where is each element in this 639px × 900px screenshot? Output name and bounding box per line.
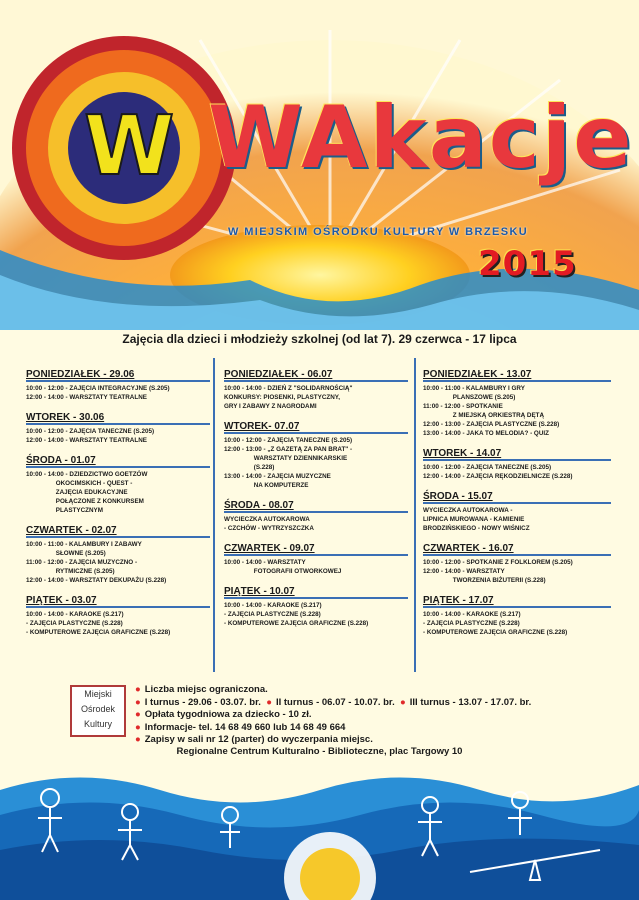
column-divider [213,358,215,672]
sea-illustration [0,760,639,900]
day-heading: CZWARTEK - 09.07 [224,543,315,554]
day-heading: PONIEDZIAŁEK - 13.07 [423,369,532,380]
day-heading: WTOREK - 30.06 [26,412,105,423]
day-block [224,365,408,411]
logo-line: Ośrodek [80,704,115,714]
info-phone: Informacje- tel. 14 68 49 660 lub 14 68 49 664 [144,721,346,733]
day-heading: ŚRODA - 01.07 [26,455,96,466]
day-block [26,365,210,402]
info-block [135,684,615,747]
divider [224,554,408,556]
day-heading: WTOREK - 14.07 [423,448,502,459]
schedule-week-3 [423,365,611,643]
divider [224,597,408,599]
day-block [423,487,611,533]
day-activities: 10:00 - 12:00 - ZAJĘCIA TANECZNE (S.205) 12:00 - 14:00 - ZAJĘCIA RĘKODZIELNICZE (S.228) [423,464,573,480]
day-block [423,365,611,438]
day-activities: WYCIECZKA AUTOKAROWA - CZCHÓW - WYTRZYSZCZKA [224,516,314,532]
bullet-icon: ● [135,709,141,720]
divider [26,536,210,538]
day-activities: 10:00 - 14:00 - KARAOKE (S.217) - ZAJĘCIA PLASTYCZNE (S.228) - KOMPUTEROWE ZAJĘCIA GRAFICZNE (S.228) [26,611,171,636]
divider [224,511,408,513]
schedule-week-2 [224,365,408,634]
day-activities: 10:00 - 14:00 - KARAOKE (S.217) - ZAJĘCIA PLASTYCZNE (S.228) - KOMPUTEROWE ZAJĘCIA GRAFICZNE (S.228) [423,611,568,636]
day-block [224,417,408,490]
day-block [224,539,408,576]
info-fee: Opłata tygodniowa za dziecko - 10 zł. [144,709,312,720]
info-turnus-1: I turnus - 29.06 - 03.07. br. [144,696,261,708]
divider [423,606,611,608]
schedule-week-1 [26,365,210,643]
day-block [26,521,210,585]
day-block [423,444,611,481]
bullet-icon: ● [135,696,141,708]
day-activities: 10:00 - 14:00 - DZIEDZICTWO GOETZÓW OKOCIMSKICH - QUEST - ZAJĘCIA EDUKACYJNE POŁĄCZONE Z KONKURSEM PLASTYCZNYM [26,471,148,514]
day-activities: 10:00 - 14:00 - WARSZTATY FOTOGRAFII OTWORKOWEJ [224,559,342,575]
day-activities: 10:00 - 11:00 - KALAMBURY I GRY PLANSZOWE (S.205) 11:00 - 12:00 - SPOTKANIE Z MIEJSKĄ ORKIESTRĄ DĘTĄ 12:00 - 13:00 - ZAJĘCIA PLASTYCZNE (S.228) 13:00 - 14:00 - JAKA TO MELODIA? - QUIZ [423,385,560,437]
day-activities: 10:00 - 12:00 - ZAJĘCIA TANECZNE (S.205) 12:00 - 13:00 - „Z GAZETĄ ZA PAN BRAT" - WARSZTATY DZIENNIKARSKIE (S.228) 13:00 - 14:00 - ZAJĘCIA MUZYCZNE NA KOMPUTERZE [224,437,353,489]
day-activities: 10:00 - 14:00 - KARAOKE (S.217) - ZAJĘCIA PLASTYCZNE (S.228) - KOMPUTEROWE ZAJĘCIA GRAFICZNE (S.228) [224,602,369,627]
divider [423,554,611,556]
day-activities: 10:00 - 11:00 - KALAMBURY I ZABAWY SŁOWNE (S.205) 11:00 - 12:00 - ZAJĘCIA MUZYCZNO - RYTMICZNE (S.205) 12:00 - 14:00 - WARSZTATY DEKUPAŻU (S.228) [26,541,167,584]
bullet-icon: ● [400,696,406,708]
day-activities: 10:00 - 14:00 - DZIEŃ Z "SOLIDARNOŚCIĄ" KONKURSY: PIOSENKI, PLASTYCZNY, GRY I ZABAWY Z NAGRODAMI [224,385,353,410]
day-heading: PIĄTEK - 17.07 [423,595,494,606]
mok-logo [70,685,126,737]
intro-text: Zajęcia dla dzieci i młodzieży szkolnej (od lat 7). 29 czerwca - 17 lipca [122,332,517,346]
day-heading: CZWARTEK - 16.07 [423,543,514,554]
bullet-icon: ● [135,734,141,745]
divider [26,423,210,425]
day-activities: 10:00 - 12:00 - SPOTKANIE Z FOLKLOREM (S.205) 12:00 - 14:00 - WARSZTATY TWORZENIA BIŻUTERII (S.228) [423,559,573,584]
bullet-icon: ● [135,721,141,733]
bullet-icon: ● [135,684,141,695]
day-activities: WYCIECZKA AUTOKAROWA - LIPNICA MUROWANA - KAMIENIE BRODZIŃSKIEGO - NOWY WIŚNICZ [423,507,530,532]
day-block [423,539,611,585]
day-block [224,496,408,533]
day-heading: WTOREK- 07.07 [224,421,300,432]
divider [26,606,210,608]
logo-line: Kultury [83,719,112,729]
day-heading: CZWARTEK - 02.07 [26,525,117,536]
divider [224,380,408,382]
day-block [423,591,611,637]
svg-text:W: W [84,99,175,194]
day-heading: PONIEDZIAŁEK - 06.07 [224,369,333,380]
divider [224,432,408,434]
day-heading: PIĄTEK - 03.07 [26,595,97,606]
day-block [26,408,210,445]
divider [26,466,210,468]
day-activities: 10:00 - 12:00 - ZAJĘCIA INTEGRACYJNE (S.205) 12:00 - 14:00 - WARSZTATY TEATRALNE [26,385,170,401]
divider [26,380,210,382]
divider [423,502,611,504]
divider [423,459,611,461]
day-heading: ŚRODA - 08.07 [224,500,294,511]
info-signup: Zapisy w sali nr 12 (parter) do wyczerpania miejsc. [144,734,373,745]
day-block [224,582,408,628]
info-turnus-2: II turnus - 06.07 - 10.07. br. [275,696,395,708]
poster-title: WAkacje [208,88,634,188]
day-heading: PIĄTEK - 10.07 [224,586,295,597]
info-turnus-3: III turnus - 13.07 - 17.07. br. [409,696,532,708]
hero-banner [0,0,639,330]
column-divider [414,358,416,672]
poster-subtitle: W MIEJSKIM OŚRODKU KULTURY W BRZESKU [228,226,529,238]
address-line: Regionalne Centrum Kulturalno - Biblioteczne, plac Targowy 10 [176,746,463,757]
info-limit: Liczba miejsc ograniczona. [144,684,268,695]
day-heading: ŚRODA - 15.07 [423,491,493,502]
day-block [26,591,210,637]
poster-year: 2015 [478,244,577,284]
logo-line: Miejski [84,689,112,699]
day-activities: 10:00 - 12:00 - ZAJĘCIA TANECZNE (S.205) 12:00 - 14:00 - WARSZTATY TEATRALNE [26,428,155,444]
bullet-icon: ● [266,696,272,708]
day-block [26,451,210,515]
divider [423,380,611,382]
day-heading: PONIEDZIAŁEK - 29.06 [26,369,135,380]
